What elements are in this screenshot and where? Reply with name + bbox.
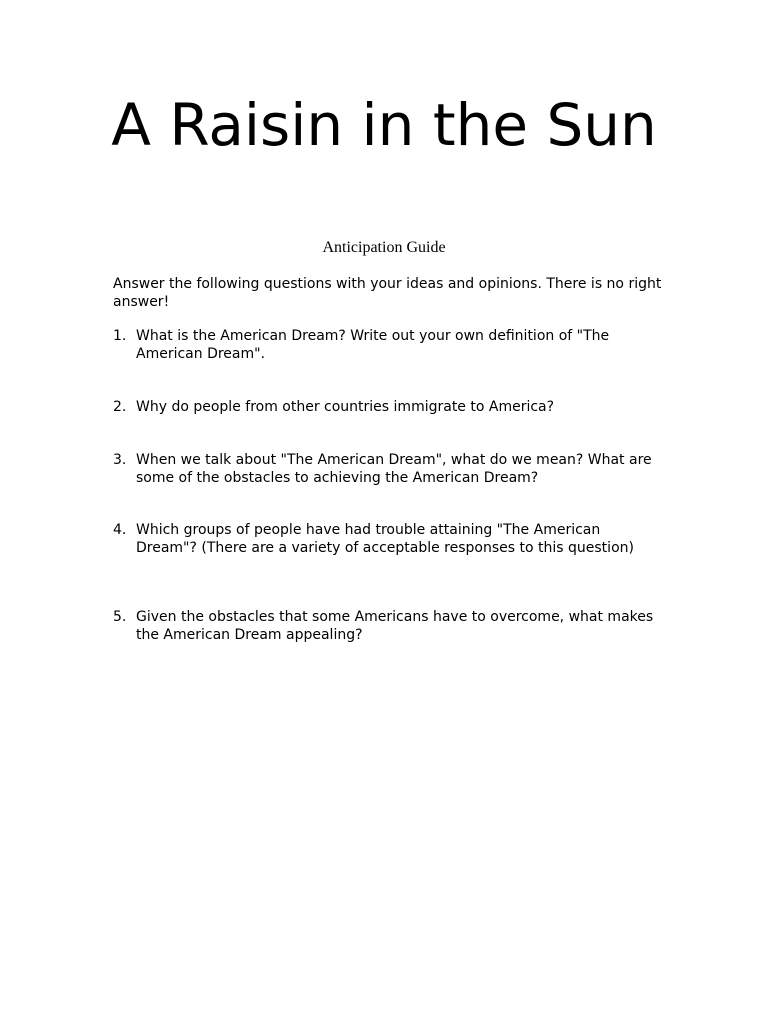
question-3 [113,451,658,487]
question-text: Why do people from other countries immigrate to America? [136,399,555,415]
question-number: 5. [113,609,127,625]
question-number: 4. [113,522,127,538]
question-text: When we talk about "The American Dream", what do we mean? What are some of the obstacles to achieving the American Dream? [136,452,652,486]
question-number: 2. [113,399,127,415]
question-4 [113,521,658,557]
question-5 [113,608,658,644]
intro-paragraph: Answer the following questions with your ideas and opinions. There is no right answer! [113,276,662,310]
question-text: Which groups of people have had trouble attaining "The American Dream"? (There are a variety of acceptable responses to this question) [136,522,634,556]
question-2 [113,398,658,416]
page-subtitle: Anticipation Guide [322,239,446,256]
page-title: A Raisin in the Sun [111,91,657,159]
question-text: Given the obstacles that some Americans have to overcome, what makes the American Dream appealing? [136,609,654,643]
question-number: 1. [113,328,127,344]
question-1 [113,327,658,363]
question-text: What is the American Dream? Write out your own definition of "The American Dream". [136,328,610,362]
question-number: 3. [113,452,127,468]
